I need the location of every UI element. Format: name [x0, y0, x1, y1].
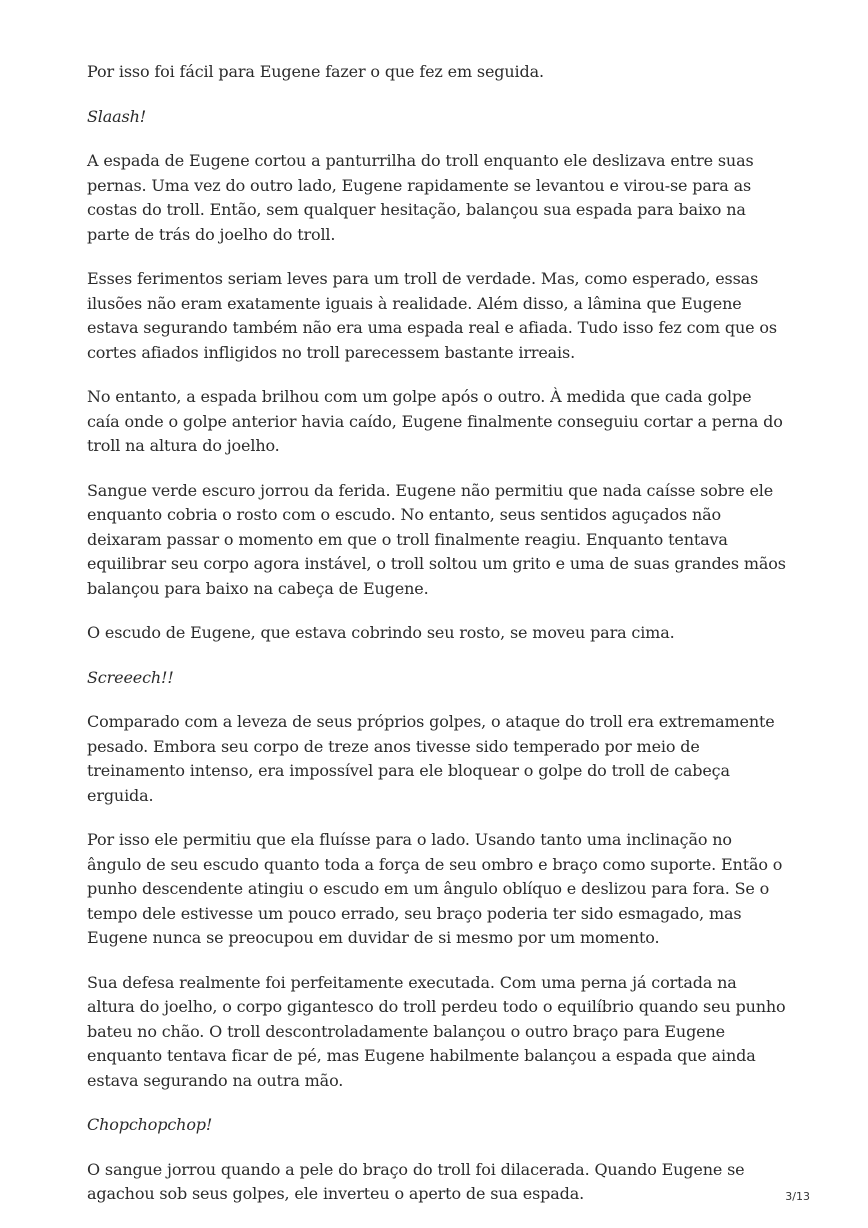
paragraph-4: Esses ferimentos seriam leves para um troll de verdade. Mas, como esperado, essas ilusões não eram exatamente iguais à realidade. Além disso, a lâmina que Eugene estava segurando também não era uma espada real e afiada. Tudo isso fez com que os cortes afiados infligidos no troll parecessem bastante irreais.: [87, 269, 777, 362]
paragraph-7: O escudo de Eugene, que estava cobrindo seu rosto, se moveu para cima.: [87, 623, 675, 642]
page-number: 3/13: [785, 1190, 810, 1203]
paragraph-3: A espada de Eugene cortou a panturrilha do troll enquanto ele deslizava entre suas pernas. Uma vez do outro lado, Eugene rapidamente se levantou e virou-se para as costas do troll. Então, sem qualquer hesitação, balançou sua espada para baixo na parte de trás do joelho do troll.: [87, 151, 754, 244]
sound-effect-chopchopchop: Chopchopchop!: [87, 1115, 213, 1134]
paragraph-11: Sua defesa realmente foi perfeitamente executada. Com uma perna já cortada na altura do joelho, o corpo gigantesco do troll perdeu todo o equilíbrio quando seu punho bateu no chão. O troll descontroladamente balançou o outro braço para Eugene enquanto tentava ficar de pé, mas Eugene habilmente balançou a espada que ainda estava segurando na outra mão.: [87, 972, 786, 1090]
paragraph-9: Comparado com a leveza de seus próprios golpes, o ataque do troll era extremamente pesado. Embora seu corpo de treze anos tivesse sido temperado por meio de treinamento intenso, era impossível para ele bloquear o golpe do troll de cabeça erguida.: [87, 712, 775, 805]
paragraph-10: Por isso ele permitiu que ela fluísse para o lado. Usando tanto uma inclinação no ângulo de seu escudo quanto toda a força de seu ombro e braço como suporte. Então o punho descendente atingiu o escudo em um ângulo oblíquo e deslizou para fora. Se o tempo dele estivesse um pouco errado, seu braço poderia ter sido esmagado, mas Eugene nunca se preocupou em duvidar de si mesmo por um momento.: [87, 830, 783, 947]
sound-effect-slaash: Slaash!: [87, 106, 147, 126]
paragraph-5: No entanto, a espada brilhou com um golpe após o outro. À medida que cada golpe caía onde o golpe anterior havia caído, Eugene finalmente conseguiu cortar a perna do troll na altura do joelho.: [87, 387, 783, 455]
paragraph-13: O sangue jorrou quando a pele do braço do troll foi dilacerada. Quando Eugene se agachou sob seus golpes, ele inverteu o aperto de sua espada.: [87, 1159, 745, 1203]
paragraph-1: Por isso foi fácil para Eugene fazer o que fez em seguida.: [87, 62, 544, 81]
sound-effect-screeech: Screeech!!: [87, 667, 174, 687]
paragraph-6: Sangue verde escuro jorrou da ferida. Eugene não permitiu que nada caísse sobre ele enquanto cobria o rosto com o escudo. No entanto, seus sentidos aguçados não deixaram passar o momento em que o troll finalmente reagiu. Enquanto tentava equilibrar seu corpo agora instável, o troll soltou um grito e uma de suas grandes mãos balançou para baixo na cabeça de Eugene.: [87, 480, 786, 598]
document-page: [87, 60, 787, 1227]
